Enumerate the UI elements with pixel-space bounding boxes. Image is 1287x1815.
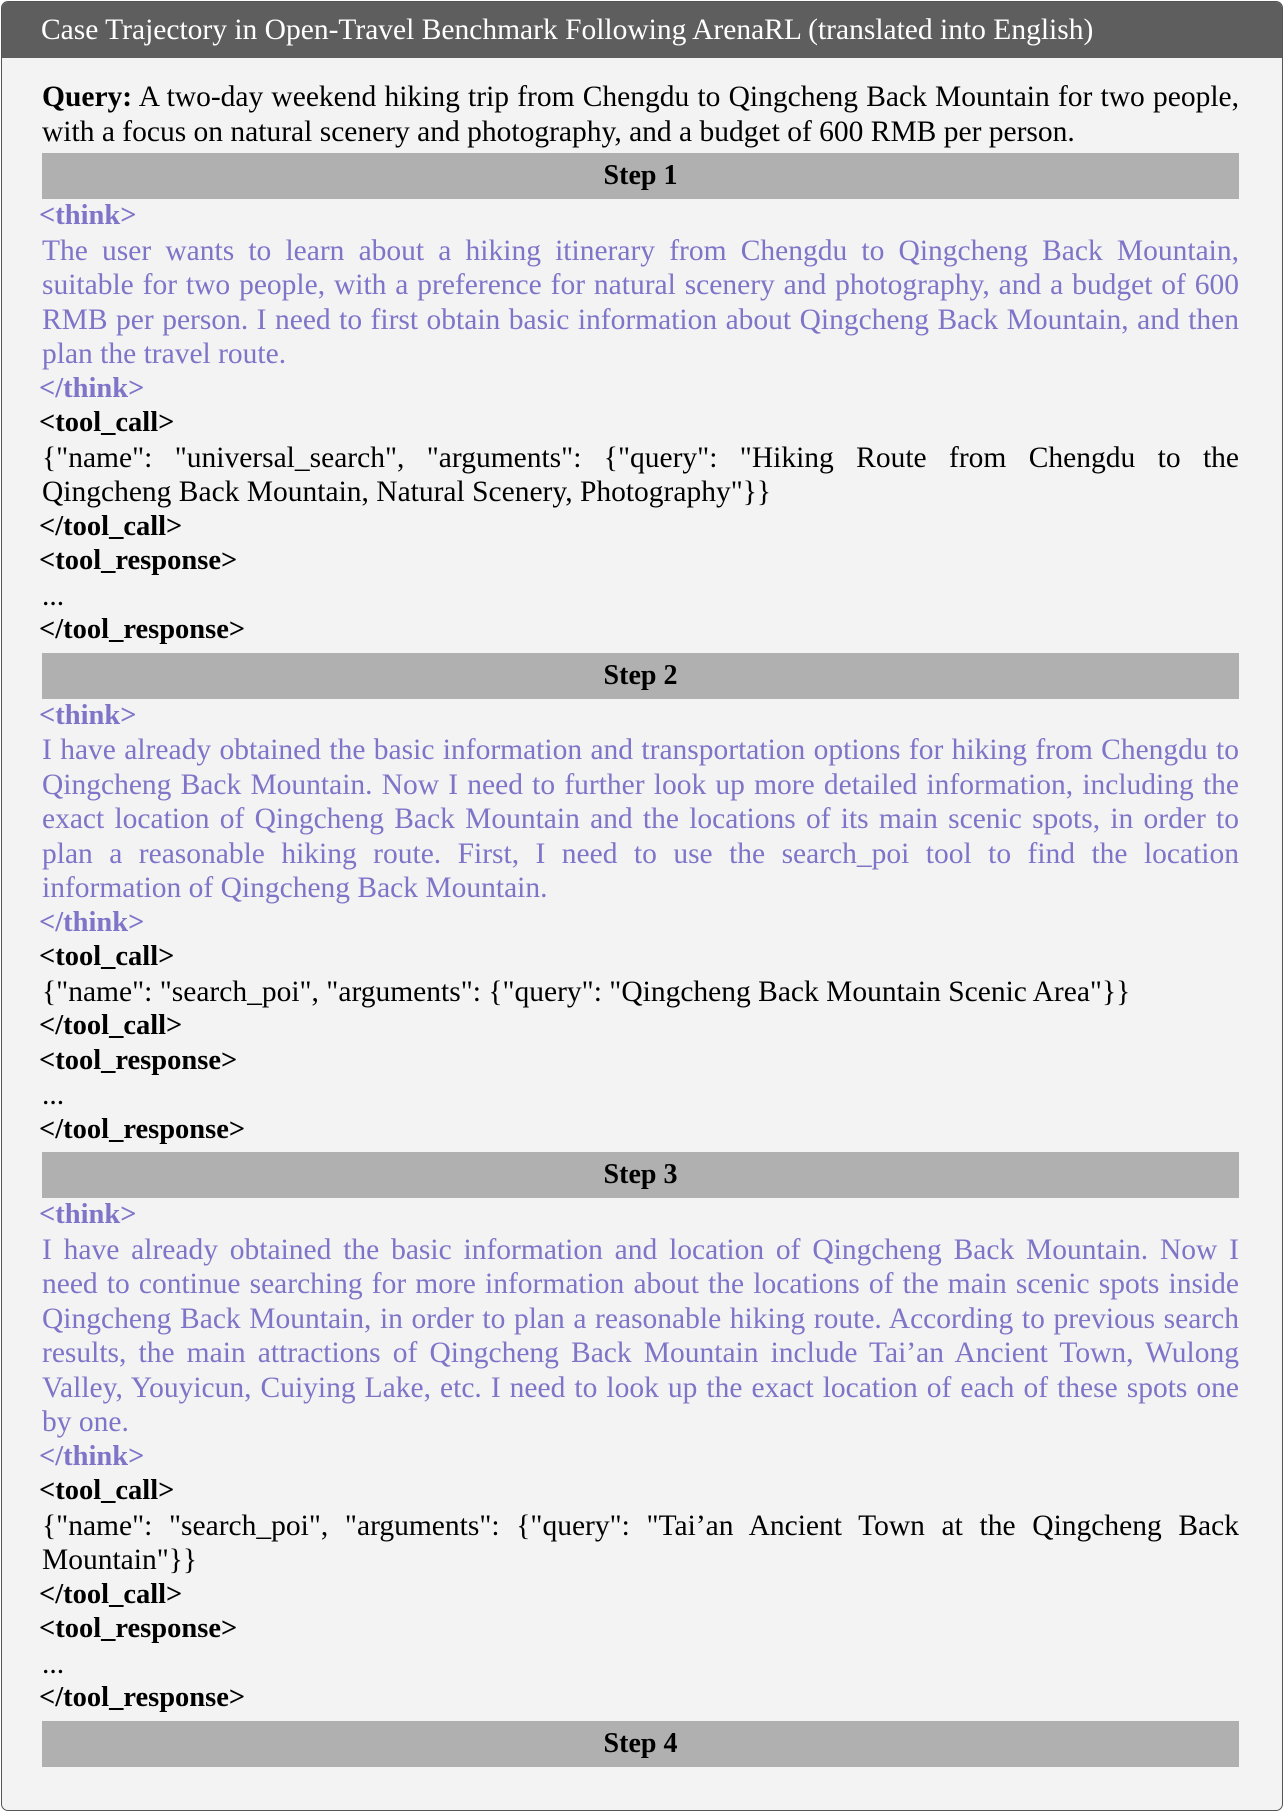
- case-trajectory-box: [1, 1, 1283, 1811]
- think-open-tag: <think>: [39, 1199, 137, 1230]
- step-1-body: [39, 199, 1239, 648]
- tool-response-ellipsis: ...: [42, 1079, 65, 1111]
- tool-response-ellipsis: ...: [42, 579, 65, 612]
- tool-response-open-tag: <tool_response>: [39, 545, 238, 576]
- step-header-4: Step 4: [42, 1721, 1239, 1767]
- tool-call-open-tag: <tool_call>: [39, 407, 175, 438]
- query-text: A two-day weekend hiking trip from Chengdu to Qingcheng Back Mountain for two people, with a focus on natural scenery and photography, and a budget of 600 RMB per person.: [42, 81, 1239, 148]
- think-close-tag: </think>: [39, 372, 145, 404]
- tool-call-text: {"name": "search_poi", "arguments": {"query": "Tai’an Ancient Town at the Qingcheng Back Mountain"}}: [42, 1509, 1239, 1576]
- tool-response-close-tag: </tool_response>: [39, 614, 246, 645]
- tool-call-close-tag: </tool_call>: [39, 1010, 183, 1041]
- tool-call-open-tag: <tool_call>: [39, 941, 175, 972]
- tool-call-close-tag: </tool_call>: [39, 510, 183, 542]
- think-text: I have already obtained the basic information and location of Qingcheng Back Mountain. Now I need to continue searching for more information about the locations of the main scenic spots inside Qingcheng Back Mountain, in order to plan a reasonable hiking route. According to previous search results, the main attractions of Qingcheng Back Mountain include Tai’an Ancient Town, Wulong Valley, Youyicun, Cuiying Lake, etc. I need to look up the exact location of each of these spots one by one.: [42, 1233, 1239, 1438]
- step-3-body: [39, 1198, 1239, 1716]
- tool-call-open-tag: <tool_call>: [39, 1475, 175, 1506]
- tool-response-ellipsis: ...: [42, 1647, 65, 1680]
- tool-response-close-tag: </tool_response>: [39, 1113, 246, 1145]
- tool-call-text: {"name": "universal_search", "arguments": {"query": "Hiking Route from Chengdu to the Qingcheng Back Mountain, Natural Scenery, Photography"}}: [42, 441, 1239, 508]
- tool-response-close-tag: </tool_response>: [39, 1682, 246, 1713]
- step-header-2: Step 2: [42, 653, 1239, 699]
- think-open-tag: <think>: [39, 200, 137, 231]
- step-header-1: Step 1: [42, 153, 1239, 199]
- think-close-tag: </think>: [39, 1440, 145, 1472]
- step-2-body: [39, 699, 1239, 1148]
- query-label: Query:: [42, 81, 133, 113]
- box-title: Case Trajectory in Open-Travel Benchmark Following ArenaRL (translated into English): [2, 2, 1282, 58]
- box-content: [2, 58, 1282, 1767]
- think-close-tag: </think>: [39, 906, 145, 938]
- tool-response-open-tag: <tool_response>: [39, 1613, 238, 1644]
- think-open-tag: <think>: [39, 699, 137, 731]
- step-header-3: Step 3: [42, 1152, 1239, 1198]
- think-text: I have already obtained the basic information and transportation options for hiking from Chengdu to Qingcheng Back Mountain. Now I need to further look up more detailed information, including the exact location of Qingcheng Back Mountain and the locations of its main scenic spots, in order to plan a reasonable hiking route. First, I need to use the search_poi tool to find the location information of Qingcheng Back Mountain.: [42, 734, 1239, 904]
- tool-call-text: {"name": "search_poi", "arguments": {"query": "Qingcheng Back Mountain Scenic Area"}}: [42, 975, 1131, 1008]
- tool-response-open-tag: <tool_response>: [39, 1044, 238, 1076]
- think-text: The user wants to learn about a hiking itinerary from Chengdu to Qingcheng Back Mountain, suitable for two people, with a preference for natural scenery and photography, and a budget of 600 RMB per person. I need to first obtain basic information about Qingcheng Back Mountain, and then plan the travel route.: [42, 234, 1239, 370]
- query-paragraph: [42, 80, 1239, 149]
- tool-call-close-tag: </tool_call>: [39, 1578, 183, 1610]
